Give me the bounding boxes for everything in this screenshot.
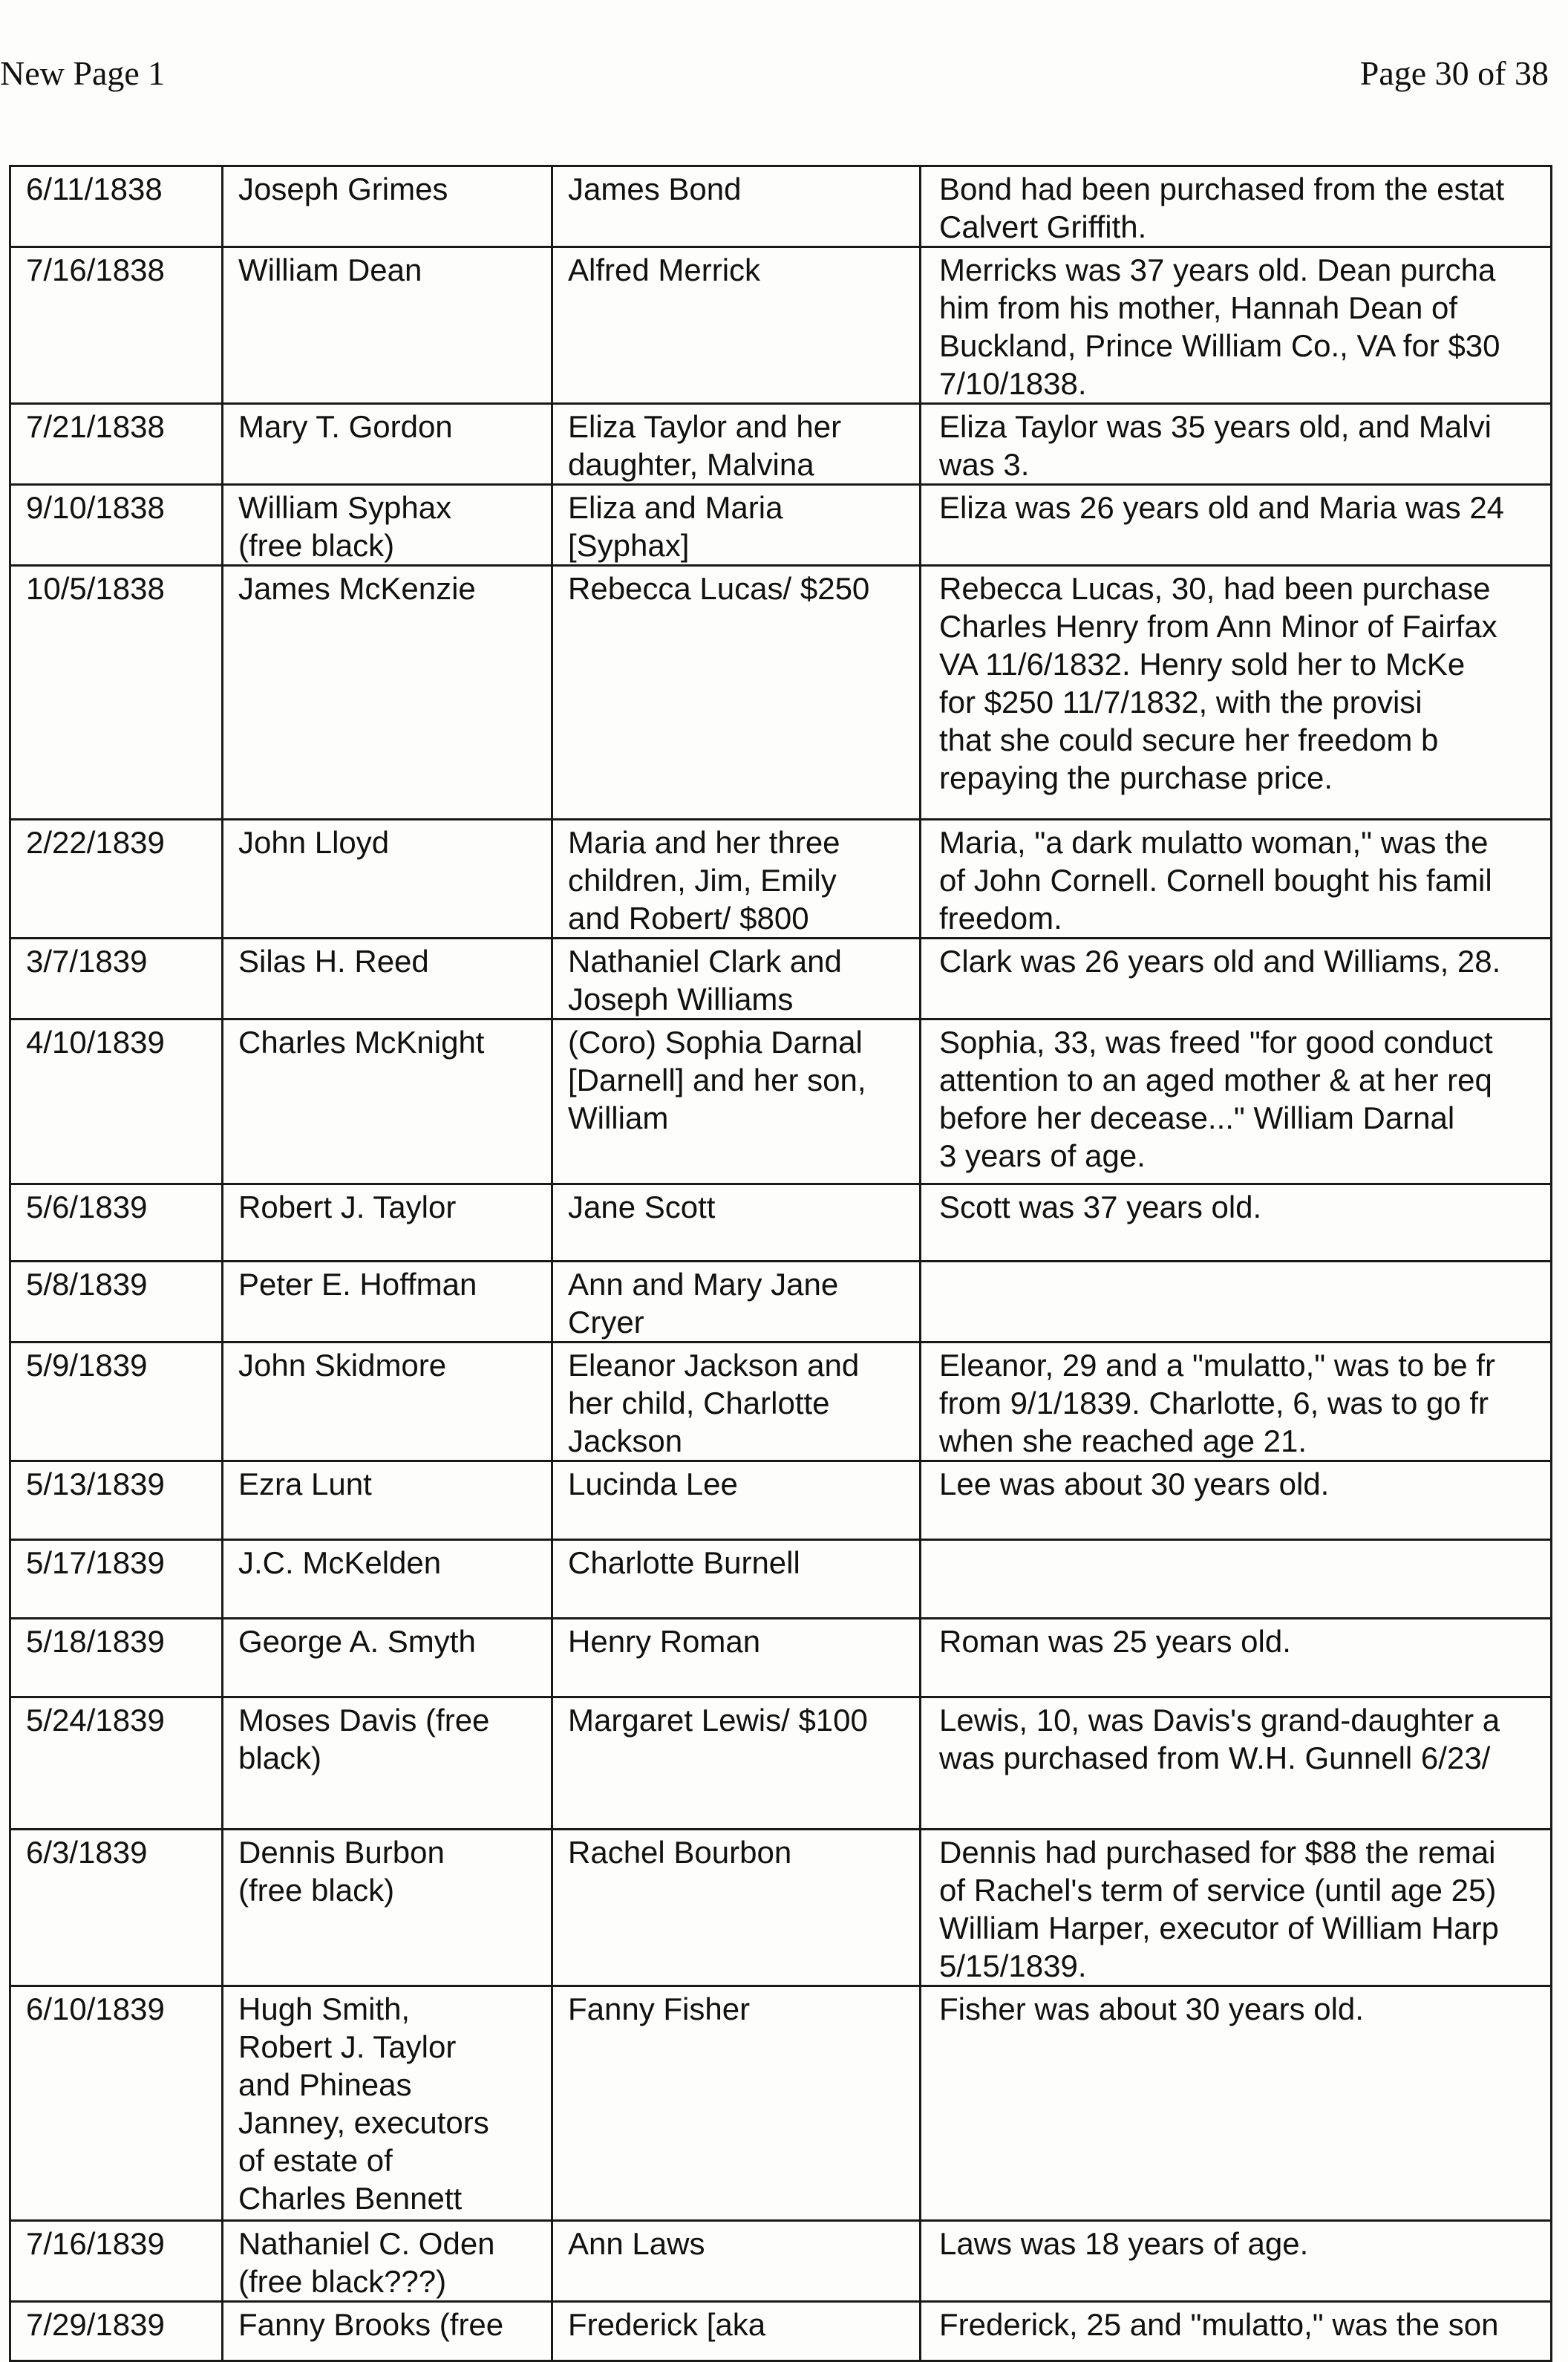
freed-person: Ann Laws	[552, 2221, 921, 2302]
notes-cell	[921, 404, 1552, 485]
freed-person: Rachel Bourbon	[552, 1830, 921, 1986]
notes-cell	[921, 166, 1552, 247]
notes-cell	[921, 820, 1552, 939]
manumission-date: 5/18/1839	[10, 1619, 223, 1697]
notes-cell	[921, 2221, 1552, 2302]
freed-person: Eliza and Maria [Syphax]	[552, 485, 921, 566]
manumission-date: 6/10/1839	[10, 1986, 223, 2221]
freed-person: Frederick [aka	[552, 2302, 921, 2361]
freed-person: Rebecca Lucas/ $250	[552, 566, 921, 820]
manumission-table	[9, 165, 1552, 2362]
note-line: Eliza was 26 years old and Maria was 24	[939, 490, 1505, 525]
note-line: when she reached age 21.	[939, 1423, 1307, 1458]
notes-cell	[921, 1019, 1552, 1184]
manumission-date: 5/13/1839	[10, 1461, 223, 1540]
manumission-date: 5/6/1839	[10, 1184, 223, 1262]
page-title: New Page 1	[0, 54, 166, 92]
note-line: Rebecca Lucas, 30, had been purchase	[939, 571, 1491, 606]
manumitter-name: J.C. McKelden	[223, 1540, 552, 1619]
table-row	[10, 2302, 1552, 2361]
notes-cell	[921, 566, 1552, 820]
freed-person: Margaret Lewis/ $100	[552, 1697, 921, 1830]
manumission-date: 5/8/1839	[10, 1262, 223, 1343]
notes-cell	[921, 2302, 1552, 2361]
freed-person: Eliza Taylor and her daughter, Malvina	[552, 404, 921, 485]
note-line: Roman was 25 years old.	[939, 1624, 1291, 1659]
manumitter-name: Joseph Grimes	[223, 166, 552, 247]
table-row	[10, 1184, 1552, 1262]
manumitter-name: Moses Davis (free black)	[223, 1697, 552, 1830]
note-line: Maria, "a dark mulatto woman," was the	[939, 825, 1489, 860]
notes-cell	[921, 485, 1552, 566]
table-row	[10, 1540, 1552, 1619]
freed-person: Ann and Mary Jane Cryer	[552, 1262, 921, 1343]
table-row	[10, 820, 1552, 939]
note-line: attention to an aged mother & at her req	[939, 1063, 1492, 1097]
note-line: Laws was 18 years of age.	[939, 2226, 1309, 2261]
table-row	[10, 166, 1552, 247]
note-line: Frederick, 25 and "mulatto," was the son	[939, 2307, 1499, 2342]
notes-cell	[921, 939, 1552, 1019]
manumission-date: 2/22/1839	[10, 820, 223, 939]
manumission-date: 10/5/1838	[10, 566, 223, 820]
note-line: Sophia, 33, was freed "for good conduct	[939, 1025, 1493, 1060]
note-line: Bond had been purchased from the estat	[939, 172, 1505, 206]
manumitter-name: William Syphax (free black)	[223, 485, 552, 566]
note-line: before her decease..." William Darnal	[939, 1100, 1455, 1135]
note-line: was 3.	[939, 447, 1030, 482]
notes-cell	[921, 1461, 1552, 1540]
note-line: 3 years of age.	[939, 1138, 1146, 1173]
manumitter-name: John Lloyd	[223, 820, 552, 939]
note-line: Lewis, 10, was Davis's grand-daughter a	[939, 1703, 1500, 1738]
freed-person: Nathaniel Clark and Joseph Williams	[552, 939, 921, 1019]
note-line: of John Cornell. Cornell bought his famil	[939, 863, 1492, 898]
freed-person: Charlotte Burnell	[552, 1540, 921, 1619]
table-row	[10, 1697, 1552, 1830]
table-row	[10, 1986, 1552, 2221]
manumitter-name: Nathaniel C. Oden (free black???)	[223, 2221, 552, 2302]
notes-cell	[921, 1619, 1552, 1697]
manumission-date: 5/24/1839	[10, 1697, 223, 1830]
note-line: 5/15/1839.	[939, 1948, 1087, 1983]
freed-person: James Bond	[552, 166, 921, 247]
note-line: of Rachel's term of service (until age 25)	[939, 1873, 1497, 1908]
note-line: from 9/1/1839. Charlotte, 6, was to go fr	[939, 1386, 1489, 1420]
page-header	[0, 46, 1568, 105]
manumission-date: 3/7/1839	[10, 939, 223, 1019]
note-line: Buckland, Prince William Co., VA for $30	[939, 328, 1500, 363]
notes-cell	[921, 1697, 1552, 1830]
manumitter-name: John Skidmore	[223, 1343, 552, 1461]
manumitter-name: Mary T. Gordon	[223, 404, 552, 485]
manumission-date: 7/16/1838	[10, 247, 223, 404]
note-line: VA 11/6/1832. Henry sold her to McKe	[939, 647, 1466, 682]
note-line: Charles Henry from Ann Minor of Fairfax	[939, 609, 1497, 644]
manumission-date: 7/21/1838	[10, 404, 223, 485]
note-line: Eliza Taylor was 35 years old, and Malvi	[939, 409, 1492, 444]
table-row	[10, 2221, 1552, 2302]
manumission-date: 7/29/1839	[10, 2302, 223, 2361]
manumission-date: 5/9/1839	[10, 1343, 223, 1461]
notes-cell	[921, 247, 1552, 404]
note-line: Merricks was 37 years old. Dean purcha	[939, 252, 1496, 287]
table-row	[10, 1019, 1552, 1184]
manumitter-name: Dennis Burbon (free black)	[223, 1830, 552, 1986]
note-line: freedom.	[939, 901, 1062, 936]
freed-person: Eleanor Jackson and her child, Charlotte Jackson	[552, 1343, 921, 1461]
notes-cell	[921, 1540, 1552, 1619]
manumitter-name: Charles McKnight	[223, 1019, 552, 1184]
note-line: 7/10/1838.	[939, 366, 1087, 401]
table-row	[10, 1343, 1552, 1461]
freed-person: Alfred Merrick	[552, 247, 921, 404]
manumission-date: 4/10/1839	[10, 1019, 223, 1184]
manumission-date: 7/16/1839	[10, 2221, 223, 2302]
note-line: him from his mother, Hannah Dean of	[939, 290, 1458, 325]
page-number: Page 30 of 38	[1359, 54, 1549, 92]
manumitter-name: James McKenzie	[223, 566, 552, 820]
notes-cell	[921, 1262, 1552, 1343]
freed-person: Maria and her three children, Jim, Emily and Robert/ $800	[552, 820, 921, 939]
table-row	[10, 939, 1552, 1019]
table-row	[10, 247, 1552, 404]
note-line: William Harper, executor of William Harp	[939, 1911, 1499, 1945]
table-body	[10, 166, 1552, 2361]
table-row	[10, 1262, 1552, 1343]
note-line: that she could secure her freedom b	[939, 722, 1439, 757]
table-row	[10, 1461, 1552, 1540]
manumitter-name: Peter E. Hoffman	[223, 1262, 552, 1343]
freed-person: Lucinda Lee	[552, 1461, 921, 1540]
note-line: for $250 11/7/1832, with the provisi	[939, 685, 1422, 720]
manumitter-name: George A. Smyth	[223, 1619, 552, 1697]
manumission-date: 6/3/1839	[10, 1830, 223, 1986]
note-line: Eleanor, 29 and a "mulatto," was to be fr	[939, 1348, 1495, 1383]
manumitter-name: William Dean	[223, 247, 552, 404]
note-line: Clark was 26 years old and Williams, 28.	[939, 944, 1501, 979]
note-line: Dennis had purchased for $88 the remai	[939, 1835, 1496, 1870]
manumitter-name: Robert J. Taylor	[223, 1184, 552, 1262]
note-line: Calvert Griffith.	[939, 209, 1147, 244]
table-row	[10, 485, 1552, 566]
note-line: was purchased from W.H. Gunnell 6/23/	[939, 1740, 1491, 1775]
manumission-date: 5/17/1839	[10, 1540, 223, 1619]
table-row	[10, 1619, 1552, 1697]
note-line: Fisher was about 30 years old.	[939, 1991, 1364, 2026]
note-line: Scott was 37 years old.	[939, 1190, 1262, 1224]
notes-cell	[921, 1986, 1552, 2221]
freed-person: Henry Roman	[552, 1619, 921, 1697]
manumission-date: 6/11/1838	[10, 166, 223, 247]
notes-cell	[921, 1830, 1552, 1986]
freed-person: (Coro) Sophia Darnal [Darnell] and her son, William	[552, 1019, 921, 1184]
notes-cell	[921, 1343, 1552, 1461]
manumitter-name: Hugh Smith, Robert J. Taylor and Phineas Janney, executors of estate of Charles Bennett	[223, 1986, 552, 2221]
table-row	[10, 1830, 1552, 1986]
manumission-date: 9/10/1838	[10, 485, 223, 566]
freed-person: Fanny Fisher	[552, 1986, 921, 2221]
manumitter-name: Silas H. Reed	[223, 939, 552, 1019]
table-row	[10, 404, 1552, 485]
note-line: repaying the purchase price.	[939, 760, 1333, 795]
manumitter-name: Ezra Lunt	[223, 1461, 552, 1540]
freed-person: Jane Scott	[552, 1184, 921, 1262]
manumitter-name: Fanny Brooks (free	[223, 2302, 552, 2361]
table-row	[10, 566, 1552, 820]
notes-cell	[921, 1184, 1552, 1262]
note-line: Lee was about 30 years old.	[939, 1467, 1330, 1501]
